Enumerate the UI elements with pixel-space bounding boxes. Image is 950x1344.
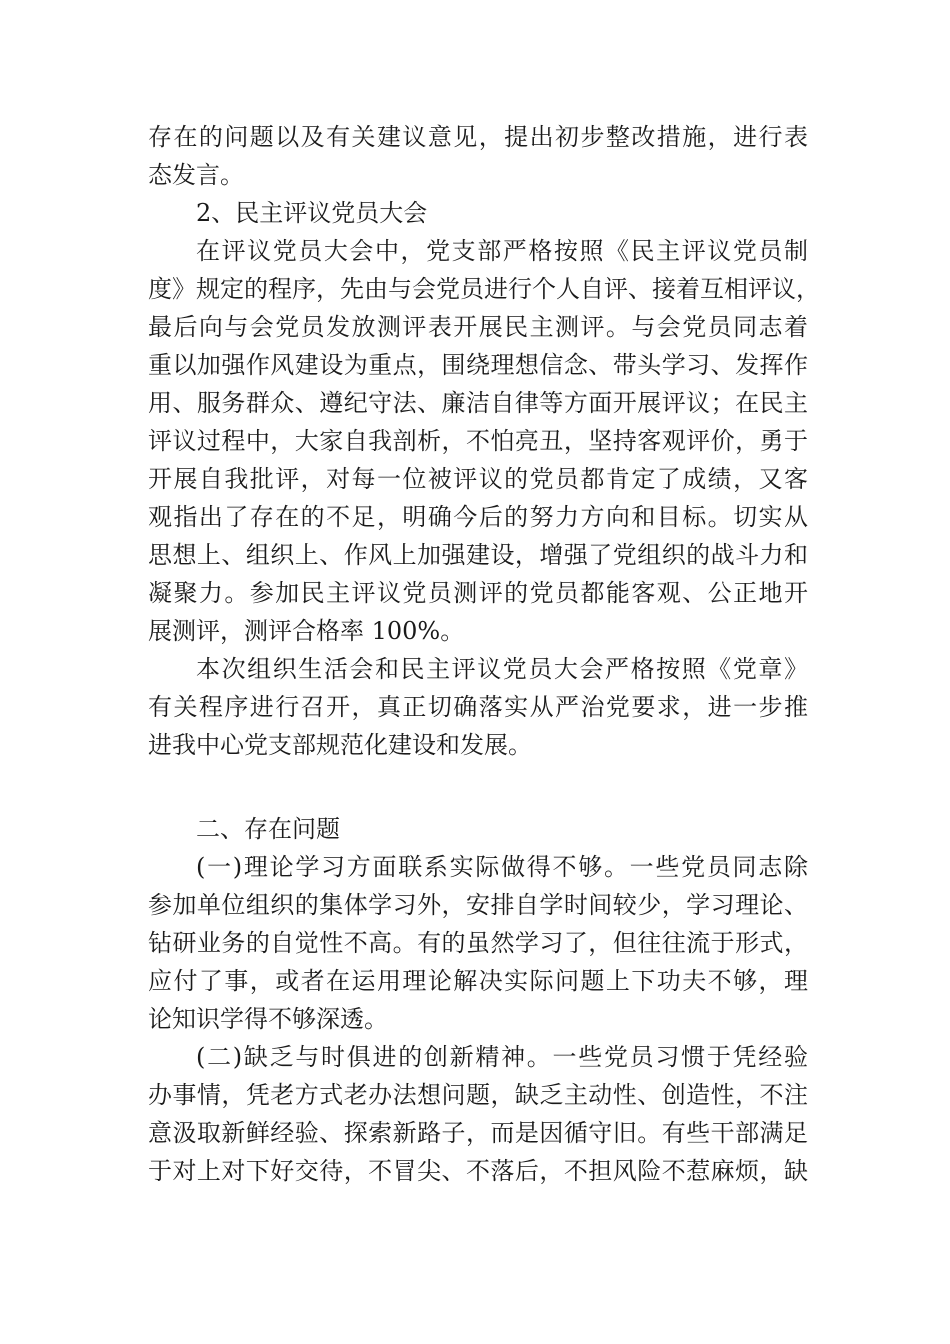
- subheading: 2、民主评议党员大会: [196, 199, 428, 227]
- body-text-line: 钻研业务的自觉性不高。有的虽然学习了，但往往流于形式，: [148, 929, 808, 957]
- body-text-line: 参加单位组织的集体学习外，安排自学时间较少，学习理论、: [148, 891, 808, 919]
- body-text-line: 论知识学得不够深透。: [148, 1005, 388, 1033]
- body-text-line: 思想上、组织上、作风上加强建设，增强了党组织的战斗力和: [148, 541, 808, 569]
- body-text-line: 于对上对下好交待，不冒尖、不落后，不担风险不惹麻烦，缺: [148, 1157, 808, 1185]
- body-text-line: 在评议党员大会中，党支部严格按照《民主评议党员制: [196, 237, 808, 265]
- body-text-line: 度》规定的程序，先由与会党员进行个人自评、接着互相评议，: [148, 275, 820, 303]
- body-text-line: 进我中心党支部规范化建设和发展。: [148, 731, 532, 759]
- body-text-line: (二)缺乏与时俱进的创新精神。一些党员习惯于凭经验: [196, 1043, 808, 1071]
- body-text-line: 意汲取新鲜经验、探索新路子，而是因循守旧。有些干部满足: [148, 1119, 808, 1147]
- body-text-line: 最后向与会党员发放测评表开展民主测评。与会党员同志着: [148, 313, 808, 341]
- body-text-line: 应付了事，或者在运用理论解决实际问题上下功夫不够，理: [148, 967, 808, 995]
- body-text-line: (一)理论学习方面联系实际做得不够。一些党员同志除: [196, 853, 808, 881]
- body-text-line: 态发言。: [148, 161, 244, 189]
- section-heading: 二、存在问题: [196, 815, 340, 843]
- body-text-line: 评议过程中，大家自我剖析，不怕亮丑，坚持客观评价，勇于: [148, 427, 808, 455]
- body-text-line: 有关程序进行召开，真正切确落实从严治党要求，进一步推: [148, 693, 808, 721]
- body-text-line: 观指出了存在的不足，明确今后的努力方向和目标。切实从: [148, 503, 808, 531]
- body-text-line: 存在的问题以及有关建议意见，提出初步整改措施，进行表: [148, 123, 808, 151]
- body-text-line: 凝聚力。参加民主评议党员测评的党员都能客观、公正地开: [148, 579, 808, 607]
- body-text-line: 重以加强作风建设为重点，围绕理想信念、带头学习、发挥作: [148, 351, 808, 379]
- body-text-line: 开展自我批评，对每一位被评议的党员都肯定了成绩，又客: [148, 465, 808, 493]
- body-text-line: 用、服务群众、遵纪守法、廉洁自律等方面开展评议；在民主: [148, 389, 808, 417]
- body-text-line: 展测评，测评合格率 100%。: [148, 617, 465, 645]
- body-text-line: 办事情，凭老方式老办法想问题，缺乏主动性、创造性，不注: [148, 1081, 808, 1109]
- body-text-line: 本次组织生活会和民主评议党员大会严格按照《党章》: [196, 655, 808, 683]
